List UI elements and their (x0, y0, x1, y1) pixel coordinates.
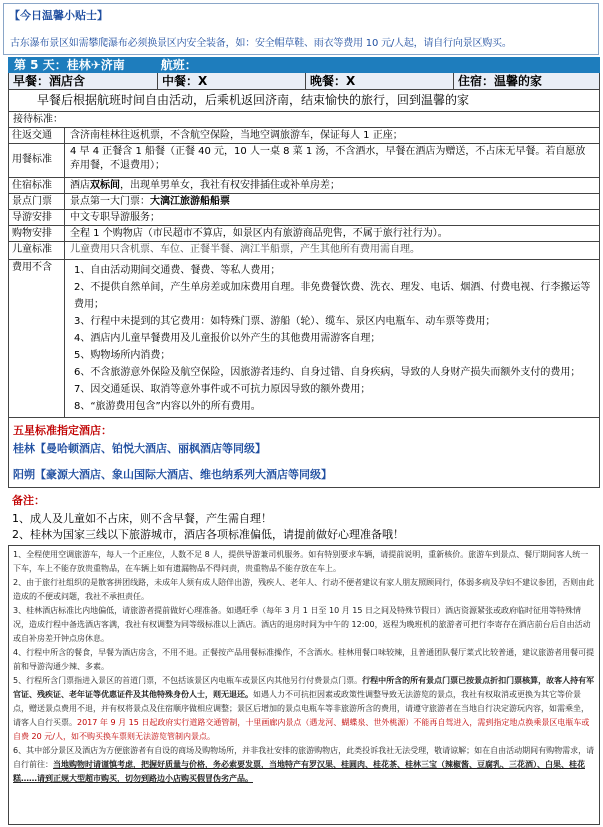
list-item: 6、不含旅游意外保险及航空保险，因旅游者违约、自身过错、自身疾病，导致的人身财产损失而额外支付的费用； (74, 367, 581, 378)
day-header (8, 57, 600, 73)
note-line-1: 1、成人及儿童如不占床，则不含早餐，产生需自理！ (12, 512, 272, 525)
row-transport (8, 128, 600, 144)
row-label: 景点门票 (9, 194, 65, 209)
hotel-prefix: 酒店 (70, 180, 90, 191)
list-item: 3、行程中未提到的其它费用：如特殊门票、游船（轮）、缆车、景区内电瓶车、动车票等费用； (74, 316, 496, 327)
row-tickets (8, 194, 600, 210)
row-value (66, 178, 599, 194)
tickets-bold: 大漓江旅游船船票 (150, 196, 230, 207)
list-item: 4、酒店内儿童早餐费用及儿童报价以外产生的其他费用需游客自理； (74, 333, 381, 344)
row-value: 4 早 4 正餐含 1 船餐（正餐 40 元，10 人一桌 8 菜 1 汤，不含酒水，早餐在酒店为赠送，不占床无早餐。若自愿放弃用餐，不退费用）； (70, 146, 586, 171)
dinner-cell: 晚餐：X (305, 73, 453, 89)
tip5-part-c: 如遇人力不可抗拒因素或政策性调整导致无法游览的景点，我社有权取消或更换为其它等价景点，赠送景点费用不退，并有权将景点及住宿顺序做相应调整；景区后增加的景点电瓶车等非旅游所含的费用，请遵守旅游者在当地自行决定游玩内容，如需乘坐，请客人自行买票。 (13, 690, 589, 727)
tip6-part-a: 6、其中部分景区及酒店为方便旅游者有自设的商场及购物场所，并非我社安排的旅游购物店，此类投诉我社无法受理，敬请谅解；如在自由活动期间有购物需求，请自行前往： (13, 746, 595, 769)
day-description: 早餐后根据航班时间自由活动，后乘机返回济南，结束愉快的旅行，回到温馨的家 (8, 90, 600, 112)
day-title: 第 5 天：桂林✈济南 (14, 58, 125, 72)
row-shopping (8, 226, 600, 242)
stay-cell: 住宿：温馨的家 (453, 73, 599, 89)
list-item: 1、自由活动期间交通费、餐费、等私人费用； (74, 265, 281, 276)
hotel-section (8, 418, 600, 488)
tip-title: 【今日温馨小贴士】 (9, 9, 108, 22)
tip6-part-b: 当地购物时请谨慎考虑，把握好质量与价格，务必索要发票，当地特产有罗汉果、桂圆肉、桂花茶、桂林三宝（辣椒酱、豆腐乳、三花酒）、白果、桂花糕……请到正规大型超市购买，切勿到路边小店购买假冒伪劣产品。 (13, 760, 585, 783)
note-line-2: 2、桂林为国家三线以下旅游城市，酒店各项标准偏低，请提前做好心理准备哦！ (12, 528, 404, 541)
list-item: 8、“旅游费用包含”内容以外的所有费用。 (74, 401, 261, 412)
hotel-title: 五星标准指定酒店： (13, 424, 112, 437)
tip-paragraph-4: 4、行程中所含的餐食，早餐为酒店房含，不用不退。正餐按产品用餐标准操作，不含酒水。桂林用餐口味较辣，且普通团队餐厅菜式比较普通，建议旅游者用餐可提前和导游沟通少辣、多素。 (13, 648, 595, 671)
tip-paragraph-2: 2、由于旅行社组织的是散客拼团线路，未成年人须有成人陪伴出游，残疾人、老年人、行动不便者建议有家人朋友照顾同行，体弱多病及孕妇不建议参团，否则由此造成的不便或问题，我社不承担责任。 (13, 578, 595, 601)
row-value: 儿童费用只含机票、车位、正餐半餐、漓江半船票，产生其他所有费用需自理。 (70, 244, 420, 255)
hotel-room-type: 双标间 (90, 180, 120, 191)
row-value: 全程 1 个购物店（市民超市不算店，如景区内有旅游商品兜售，不属于旅行社行为）。 (70, 228, 448, 239)
notes-section (8, 488, 600, 545)
flight-label: 航班： (160, 58, 197, 72)
row-label: 儿童标准 (9, 242, 65, 259)
tickets-prefix: 景点第一大门票： (70, 196, 150, 207)
tip-paragraph-5 (13, 674, 595, 744)
hotel-suffix: ，出现单男单女，我社有权安排插住或补单房差； (120, 180, 340, 191)
row-value: 含济南桂林往返机票，不含航空保险，当地空调旅游车，保证每人 1 正座； (70, 130, 403, 141)
notes-title: 备注： (12, 494, 45, 507)
row-label: 往返交通 (9, 128, 65, 143)
excluded-list (66, 260, 599, 416)
list-item: 5、购物场所内消费； (74, 350, 171, 361)
tips-section (8, 545, 600, 825)
row-value: 中文专职导游服务； (70, 212, 160, 223)
standard-header: 接待标准： (8, 112, 600, 128)
row-meals (8, 144, 600, 178)
row-label: 用餐标准 (9, 144, 65, 177)
tip-box (3, 3, 599, 55)
row-excluded (8, 260, 600, 418)
row-value (66, 194, 599, 210)
list-item: 7、因交通延误、取消等意外事件或不可抗力原因导致的额外费用； (74, 384, 371, 395)
row-hotel (8, 178, 600, 194)
row-label: 住宿标准 (9, 178, 65, 193)
row-label: 购物安排 (9, 226, 65, 241)
lunch-cell: 中餐：X (157, 73, 305, 89)
tip-paragraph-3: 3、桂林酒店标准比内地偏低，请旅游者提前做好心理准备。如遇旺季（每年 3 月 1 日至 10 月 15 日之间及特殊节假日）酒店资源紧张或政府临时征用等特殊情况，造成行程中备选酒店客满，我社有权调整为同等级标准以上酒店。酒店的退房时间为中午的 12:00，返程为晚班机的旅游者可把行李寄存在酒店前台后自由活动或自补房差开钟点房休息。 (13, 606, 591, 643)
tip-paragraph-1: 1、全程使用空调旅游车，每人一个正座位，人数不足 8 人，提供导游兼司机服务。如有特别要求车辆，请提前说明，重新核价。旅游车到景点、餐厅期间客人统一下车，车上不能存放贵重物品，在车辆上如有遗漏物品不得问责，贵重物品不能存放在车上。 (13, 550, 589, 573)
list-item: 2、不提供自然单间，产生单房差或加床费用自理。非免费餐饮费、洗衣、理发、电话、烟酒、付费电视、行李搬运等费用； (74, 282, 591, 310)
breakfast-cell: 早餐：酒店含 (13, 74, 86, 88)
hotel-guilin: 桂林【曼哈顿酒店、铂悦大酒店、丽枫酒店等同级】 (13, 442, 266, 455)
tip5-red: 2017 年 9 月 15 日起政府实行道路交通管制，十里画廊内景点（遇龙河、蝴蝶泉、世外桃源）不能再自驾进入，需到指定地点换乘景区电瓶车或自费 20 元/人，如不购买换车票则无法游览管制内景点。 (13, 718, 590, 741)
hotel-yangshuo: 阳朔【豪源大酒店、象山国际大酒店、维也纳系列大酒店等同级】 (13, 468, 332, 481)
tip5-part-a: 5、行程所含门票指进入景区的首道门票，不包括该景区内电瓶车或景区内其他另行付费景点门票。 (13, 676, 363, 685)
row-guide (8, 210, 600, 226)
row-label: 导游安排 (9, 210, 65, 225)
tip-text: 古东瀑布景区如需攀爬瀑布必须换景区内安全装备，如：安全帽草鞋、雨衣等费用 10 元/人起，请自行向景区购买。 (10, 38, 512, 49)
tip5-part-b: 行程中所含的所有景点门票已按景点折扣门票核算，故客人持有军官证、残疾证、老年证等优惠证件及其他特殊身份人士，则无退还。 (13, 676, 595, 699)
tip-paragraph-6 (13, 744, 595, 786)
meals-row (8, 73, 600, 90)
row-label: 费用不含 (9, 260, 65, 417)
row-children (8, 242, 600, 260)
